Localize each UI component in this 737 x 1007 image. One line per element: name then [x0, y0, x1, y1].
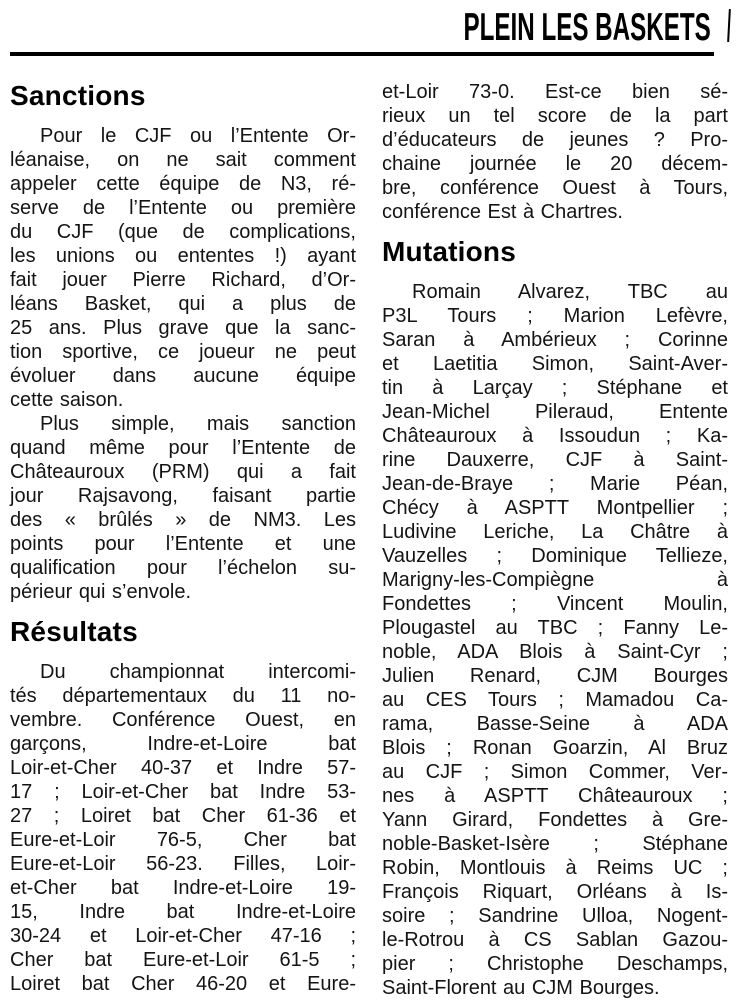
text-line: Vauzelles ; Dominique Tellieze,: [382, 545, 728, 567]
text-line: noble-Basket-Isère ; Stéphane: [382, 833, 728, 855]
text-line: Cher bat Eure-et-Loir 61-5 ;: [10, 949, 356, 971]
text-line: tion sportive, ce joueur ne peut: [10, 341, 356, 363]
text-line: Saran à Ambérieux ; Corinne: [382, 329, 728, 351]
text-line: des « brûlés » de NM3. Les: [10, 509, 356, 531]
left-column: [10, 80, 356, 1007]
text-line: périeur qui s’envole.: [10, 581, 191, 603]
text-line: Châteauroux (PRM) qui a fait: [10, 461, 356, 483]
scan-edge-mark: [727, 9, 731, 42]
text-line: Julien Renard, CJM Bourges: [382, 665, 728, 687]
text-line: conférence Est à Chartres.: [382, 201, 623, 223]
text-line: François Riquart, Orléans à Is-: [382, 881, 728, 903]
right-column: [382, 80, 728, 1007]
text-line: rieux un tel score de la part: [382, 105, 728, 127]
text-line: fait jouer Pierre Richard, d’Or-: [10, 269, 356, 291]
text-line: chaine journée le 20 décem-: [382, 153, 728, 175]
text-line: Eure-et-Loir 56-23. Filles, Loir-: [10, 853, 356, 875]
text-line: soire ; Sandrine Ulloa, Nogent-: [382, 905, 728, 927]
text-line: rine Dauxerre, CJF à Saint-: [382, 449, 728, 471]
text-line: bre, conférence Ouest à Tours,: [382, 177, 728, 199]
text-line: du CJF (que de complications,: [10, 221, 356, 243]
text-line: Ludivine Leriche, La Châtre à: [382, 521, 728, 543]
text-line: Châteauroux à Issoudun ; Ka-: [382, 425, 728, 447]
text-line: Blois ; Ronan Goarzin, Al Bruz: [382, 737, 728, 759]
section-heading: Mutations: [382, 236, 517, 267]
text-line: Jean-de-Braye ; Marie Péan,: [382, 473, 728, 495]
text-line: Fondettes ; Vincent Moulin,: [382, 593, 728, 615]
section-heading: Sanctions: [10, 80, 146, 111]
text-line: cette saison.: [10, 389, 124, 411]
text-line: Loiret bat Cher 46-20 et Eure-: [10, 973, 356, 995]
text-line: jour Rajsavong, faisant partie: [10, 485, 356, 507]
section-heading: Résultats: [10, 616, 138, 647]
text-line: Yann Girard, Fondettes à Gre-: [382, 809, 728, 831]
text-line: et Laetitia Simon, Saint-Aver-: [382, 353, 728, 375]
text-line: Du championnat intercomi-: [40, 661, 356, 683]
text-line: rama, Basse-Seine à ADA: [382, 713, 728, 735]
text-line: et-Loir 73-0. Est-ce bien sé-: [382, 81, 728, 103]
text-line: Plougastel au TBC ; Fanny Le-: [382, 617, 728, 639]
text-line: 15, Indre bat Indre-et-Loire: [10, 901, 356, 923]
text-line: tin à Larçay ; Stéphane et: [382, 377, 728, 399]
text-line: pier ; Christophe Deschamps,: [382, 953, 728, 975]
text-line: d’éducateurs de jeunes ? Pro-: [382, 129, 728, 151]
text-line: au CJF ; Simon Commer, Ver-: [382, 761, 728, 783]
article-body: [10, 80, 728, 1007]
paragraph: [382, 280, 728, 1000]
text-line: Marigny-les-Compiègne à: [382, 569, 728, 591]
text-line: P3L Tours ; Marion Lefèvre,: [382, 305, 728, 327]
text-line: Chécy à ASPTT Montpellier ;: [382, 497, 728, 519]
text-line: garçons, Indre-et-Loire bat: [10, 733, 356, 755]
text-line: léanaise, on ne sait comment: [10, 149, 356, 171]
text-line: Jean-Michel Pileraud, Entente: [382, 401, 728, 423]
text-line: 17 ; Loir-et-Cher bat Indre 53-: [10, 781, 356, 803]
text-line: noble, ADA Blois à Saint-Cyr ;: [382, 641, 728, 663]
text-line: Eure-et-Loir 76-5, Cher bat: [10, 829, 356, 851]
text-line: 30-24 et Loir-et-Cher 47-16 ;: [10, 925, 356, 947]
paragraph: [382, 80, 728, 224]
text-line: tés départementaux du 11 no-: [10, 685, 356, 707]
text-line: Plus simple, mais sanction: [40, 413, 356, 435]
text-line: au CES Tours ; Mamadou Ca-: [382, 689, 728, 711]
text-line: nes à ASPTT Châteauroux ;: [382, 785, 728, 807]
text-line: Loir-et-Cher 40-37 et Indre 57-: [10, 757, 356, 779]
text-line: 27 ; Loiret bat Cher 61-36 et: [10, 805, 356, 827]
text-line: quand même pour l’Entente de: [10, 437, 356, 459]
text-line: appeler cette équipe de N3, ré-: [10, 173, 356, 195]
text-line: Robin, Montlouis à Reims UC ;: [382, 857, 728, 879]
text-line: Romain Alvarez, TBC au: [412, 281, 728, 303]
text-line: le-Rotrou à CS Sablan Gazou-: [382, 929, 728, 951]
text-line: et-Cher bat Indre-et-Loire 19-: [10, 877, 356, 899]
text-line: Saint-Florent au CJM Bourges.: [382, 977, 660, 999]
text-line: évoluer dans aucune équipe: [10, 365, 356, 387]
text-line: léans Basket, qui a plus de: [10, 293, 356, 315]
paragraph: [10, 660, 356, 996]
text-line: qualification pour l’échelon su-: [10, 557, 356, 579]
text-line: Pour le CJF ou l’Entente Or-: [40, 125, 356, 147]
text-line: points pour l’Entente et une: [10, 533, 356, 555]
text-line: vembre. Conférence Ouest, en: [10, 709, 356, 731]
page-title: PLEIN LES BASKETS: [463, 6, 711, 49]
text-line: les unions ou ententes !) ayant: [10, 245, 356, 267]
text-line: serve de l’Entente ou première: [10, 197, 356, 219]
text-line: 25 ans. Plus grave que la sanc-: [10, 317, 356, 339]
paragraph: [10, 412, 356, 604]
paragraph: [10, 124, 356, 412]
masthead-rule: [10, 52, 714, 56]
